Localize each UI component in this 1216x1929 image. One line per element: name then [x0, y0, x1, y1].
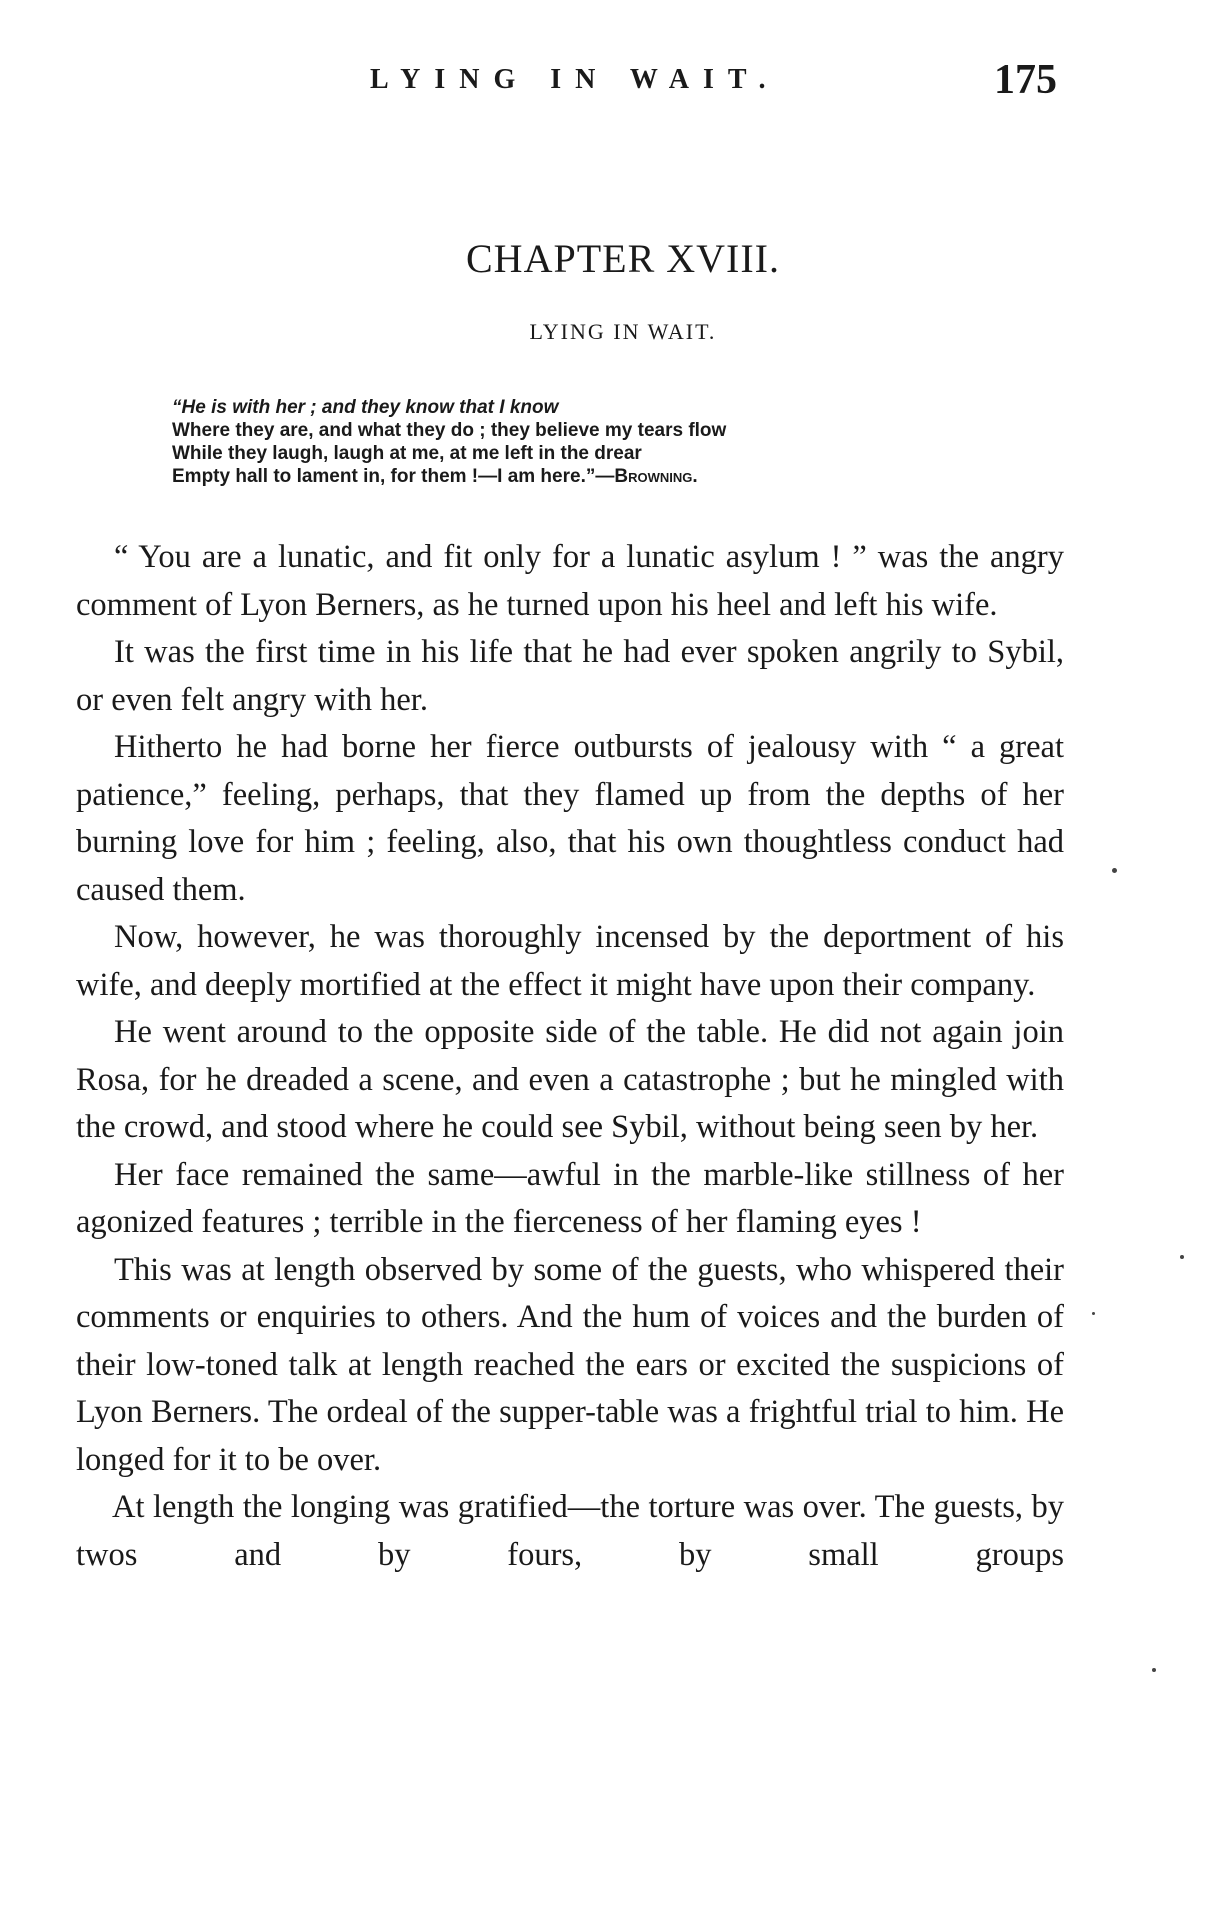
paragraph: “ You are a lunatic, and fit only for a lunatic asylum ! ” was the angry comment of Lyon Berners, as he turned upon his heel and left his wife. — [76, 539, 1064, 623]
epigraph-attribution: Browning. — [614, 466, 698, 487]
paragraph: It was the first time in his life that he had ever spoken angrily to Sybil, or even felt angry with her. — [76, 634, 1064, 718]
scan-speck — [1152, 1668, 1156, 1672]
running-title: LYING IN WAIT. — [370, 64, 780, 95]
epigraph-line-last — [172, 465, 992, 488]
paragraph: He went around to the opposite side of the table. He did not again join Rosa, for he dreaded a scene, and even a catastrophe ; but he mingled with the crowd, and stood where he could see Sybil, without being seen by her. — [76, 1014, 1064, 1145]
chapter-title: CHAPTER XVIII. — [466, 236, 780, 281]
paragraph: This was at length observed by some of the guests, who whispered their comments or enquiries to others. And the hum of voices and the burden of their low-toned talk at length reached the ears or excited the suspicions of Lyon Berners. The ordeal of the supper-table was a frightful trial to him. He longed for it to be over. — [76, 1251, 1064, 1478]
epigraph-line-text: Empty hall to lament in, for them !—I am here.”— — [172, 466, 615, 487]
paragraph: At length the longing was gratified—the torture was over. The guests, by twos and by fours, by small groups — [76, 1489, 1064, 1573]
epigraph — [172, 396, 992, 488]
page-number: 175 — [994, 57, 1057, 103]
body-text — [76, 534, 1064, 1579]
epigraph-line: While they laugh, laugh at me, at me left in the drear — [172, 443, 642, 464]
running-head — [0, 57, 1216, 103]
scan-speck — [1112, 868, 1117, 873]
epigraph-line: Where they are, and what they do ; they believe my tears flow — [172, 420, 727, 441]
paragraph: Hitherto he had borne her fierce outbursts of jealousy with “ a great patience,” feeling, perhaps, that they flamed up from the depths of her burning love for him ; feeling, also, that his own thoughtless conduct had caused them. — [76, 729, 1064, 908]
scan-speck — [1180, 1255, 1184, 1259]
epigraph-line: “He is with her ; and they know that I know — [172, 397, 559, 418]
chapter-subtitle: LYING IN WAIT. — [529, 319, 717, 344]
scan-speck — [1092, 1312, 1095, 1315]
paragraph: Now, however, he was thoroughly incensed by the deportment of his wife, and deeply mortified at the effect it might have upon their company. — [76, 919, 1064, 1003]
paragraph: Her face remained the same—awful in the marble-like stillness of her agonized features ; terrible in the fierceness of her flaming eyes ! — [76, 1156, 1064, 1240]
